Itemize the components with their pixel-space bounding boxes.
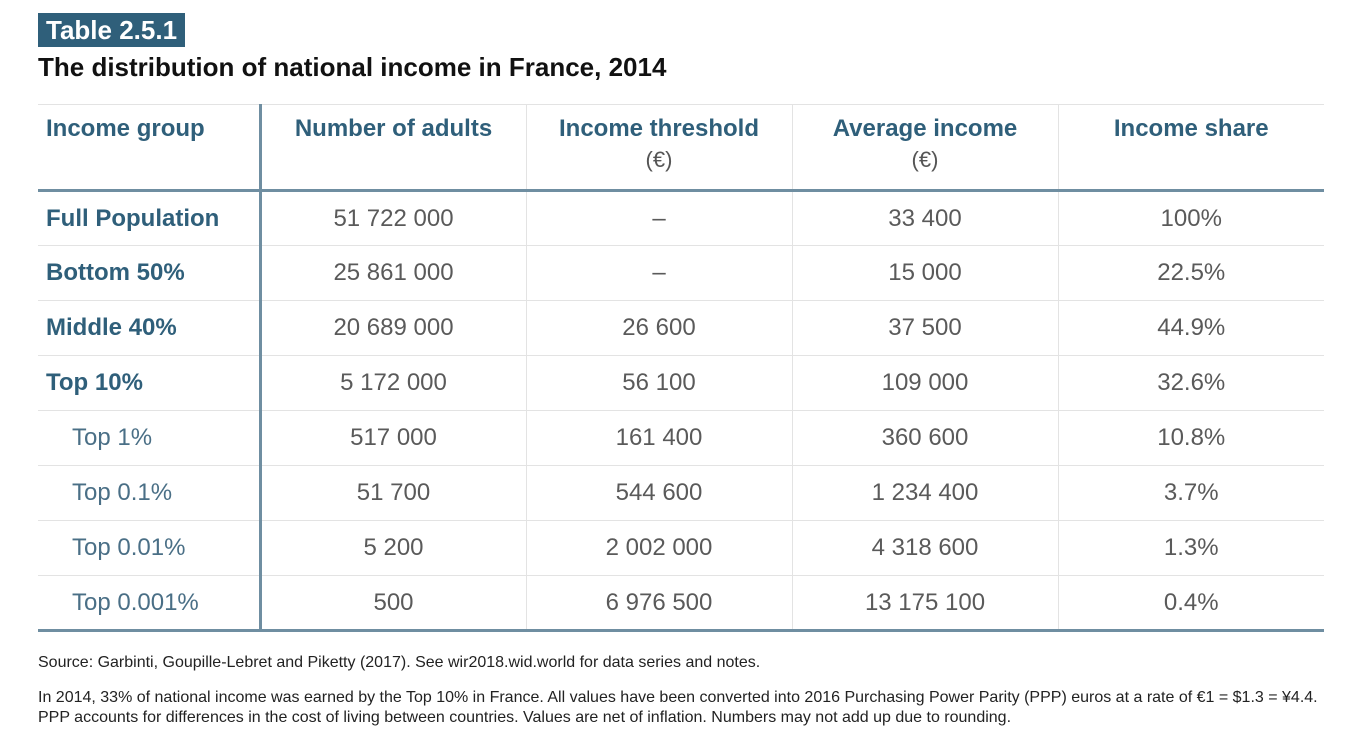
cell-threshold: 56 100 <box>526 356 792 411</box>
cell-threshold: 161 400 <box>526 411 792 466</box>
cell-threshold: 2 002 000 <box>526 521 792 576</box>
cell-average: 109 000 <box>792 356 1058 411</box>
row-label: Top 0.1% <box>38 466 260 521</box>
col-header-unit: (€) <box>911 147 939 172</box>
col-header-label: Number of adults <box>294 115 493 142</box>
cell-adults: 517 000 <box>260 411 526 466</box>
cell-share: 3.7% <box>1058 466 1324 521</box>
col-header-average-income <box>792 105 1058 191</box>
cell-threshold: 6 976 500 <box>526 576 792 631</box>
table-row <box>38 301 1324 356</box>
cell-average: 1 234 400 <box>792 466 1058 521</box>
cell-share: 0.4% <box>1058 576 1324 631</box>
cell-threshold: – <box>526 246 792 301</box>
cell-share: 10.8% <box>1058 411 1324 466</box>
cell-share: 1.3% <box>1058 521 1324 576</box>
col-header-label: Income share <box>1113 115 1269 142</box>
col-header-income-share <box>1058 105 1324 191</box>
income-distribution-table <box>38 104 1324 632</box>
table-header-row <box>38 105 1324 191</box>
table-row <box>38 466 1324 521</box>
table-row <box>38 191 1324 246</box>
cell-share: 44.9% <box>1058 301 1324 356</box>
col-header-label: Income threshold <box>558 115 760 142</box>
col-header-label: Average income <box>832 115 1018 142</box>
table-row <box>38 576 1324 631</box>
cell-average: 15 000 <box>792 246 1058 301</box>
row-label: Middle 40% <box>38 301 260 356</box>
cell-adults: 5 172 000 <box>260 356 526 411</box>
table-row <box>38 246 1324 301</box>
cell-adults: 51 700 <box>260 466 526 521</box>
cell-adults: 20 689 000 <box>260 301 526 356</box>
cell-share: 32.6% <box>1058 356 1324 411</box>
row-label: Top 0.01% <box>38 521 260 576</box>
cell-average: 4 318 600 <box>792 521 1058 576</box>
cell-adults: 51 722 000 <box>260 191 526 246</box>
cell-adults: 25 861 000 <box>260 246 526 301</box>
cell-threshold: 544 600 <box>526 466 792 521</box>
table-row <box>38 356 1324 411</box>
cell-average: 33 400 <box>792 191 1058 246</box>
cell-average: 37 500 <box>792 301 1058 356</box>
table-number-badge: Table 2.5.1 <box>38 13 185 47</box>
col-header-label: Income group <box>46 115 205 142</box>
row-label: Top 10% <box>38 356 260 411</box>
cell-adults: 500 <box>260 576 526 631</box>
cell-average: 13 175 100 <box>792 576 1058 631</box>
cell-share: 22.5% <box>1058 246 1324 301</box>
col-header-income-threshold <box>526 105 792 191</box>
col-header-unit: (€) <box>645 147 673 172</box>
cell-adults: 5 200 <box>260 521 526 576</box>
row-label: Full Population <box>38 191 260 246</box>
cell-average: 360 600 <box>792 411 1058 466</box>
row-label: Top 1% <box>38 411 260 466</box>
cell-share: 100% <box>1058 191 1324 246</box>
col-header-number-of-adults <box>260 105 526 191</box>
col-header-income-group <box>38 105 260 191</box>
table-title: The distribution of national income in France, 2014 <box>38 52 667 82</box>
table-row <box>38 521 1324 576</box>
cell-threshold: – <box>526 191 792 246</box>
table-row <box>38 411 1324 466</box>
cell-threshold: 26 600 <box>526 301 792 356</box>
row-label: Top 0.001% <box>38 576 260 631</box>
source-note: Source: Garbinti, Goupille-Lebret and Piketty (2017). See wir2018.wid.world for data series and notes. <box>38 654 761 671</box>
explanatory-note: In 2014, 33% of national income was earned by the Top 10% in France. All values have been converted into 2016 Purchasing Power Parity (PPP) euros at a rate of €1 = $1.3 = ¥4.4. PPP accounts for differences in the cost of living between countries. Values are net of inflation. Numbers may not add up due to rounding. <box>38 689 1318 726</box>
row-label: Bottom 50% <box>38 246 260 301</box>
